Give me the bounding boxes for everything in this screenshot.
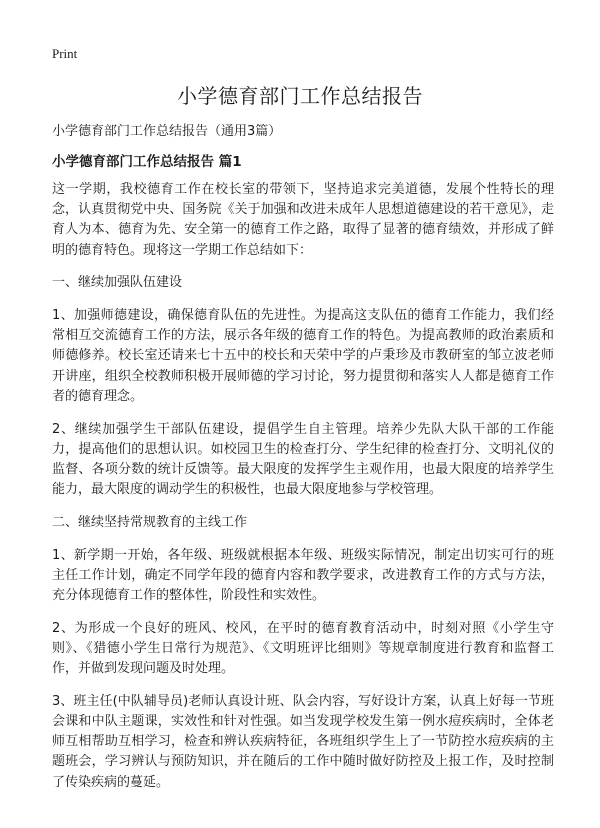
intro-paragraph: 这一学期，我校德育工作在校长室的带领下，坚持追求完美道德，发展个性特长的理念，认真贯彻党中央、国务院《关于加强和改进未成年人思想道德建设的若干意见》，走育人为本、德育为先、安全第一的德育工作之路，取得了显著的德育绩效，并形成了鲜明的德育特色。现将这一学期工作总结如下：: [52, 182, 554, 258]
print-link[interactable]: Print: [52, 46, 78, 61]
body-paragraph: 2、为形成一个良好的班风、校风，在平时的德育教育活动中，时刻对照《小学生守则》、《猎德小学生日常行为规范》、《文明班评比细则》等规章制度进行教育和监督工作，并做到发现问题及时处理。: [52, 620, 554, 677]
document-body: [52, 180, 554, 805]
section-heading-2: 二、继续坚持常规教育的主线工作: [52, 514, 248, 530]
section-heading-1: 一、继续加强队伍建设: [52, 275, 183, 291]
document-subtitle: 小学德育部门工作总结报告（通用3篇）: [52, 124, 282, 139]
body-paragraph: 3、班主任(中队辅导员)老师认真设计班、队会内容，写好设计方案，认真上好每一节班会课和中队主题课，实效性和针对性强。如当发现学校发生第一例水痘疾病时，全体老师互相帮助互相学习，检查和辨认疾病特征，各班组织学生上了一节防控水痘疾病的主题班会，学习辨认与预防知识，并在随后的工作中随时做好防控及上报工作，及时控制了传染疾病的蔓延。: [52, 693, 554, 790]
body-paragraph: 1、新学期一开始，各年级、班级就根据本年级、班级实际情况，制定出切实可行的班主任工作计划，确定不同学年段的德育内容和教学要求，改进教育工作的方式与方法，充分体现德育工作的整体性，阶段性和实效性。: [52, 547, 554, 603]
section-title: 小学德育部门工作总结报告 篇1: [52, 154, 242, 170]
page-title: 小学德育部门工作总结报告: [177, 84, 423, 108]
body-paragraph: 2、继续加强学生干部队伍建设，提倡学生自主管理。培养少先队大队干部的工作能力，提高他们的思想认识。如校园卫生的检查打分、学生纪律的检查打分、文明礼仪的监督、各项分数的统计反馈等。最大限度的发挥学生主观作用，也最大限度的培养学生能力，最大限度的调动学生的积极性，也最大限度地参与学校管理。: [52, 421, 554, 498]
body-paragraph: 1、加强师德建设，确保德育队伍的先进性。为提高这支队伍的德育工作能力，我们经常相互交流德育工作的方法，展示各年级的德育工作的特色。为提高教师的政治素质和师德修养。校长室还请来七十五中的校长和天荣中学的卢秉珍及市教研室的邹立波老师开讲座，组织全校教师积极开展师德的学习讨论，努力提贯彻和落实人人都是德育工作者的德育理念。: [52, 308, 554, 404]
